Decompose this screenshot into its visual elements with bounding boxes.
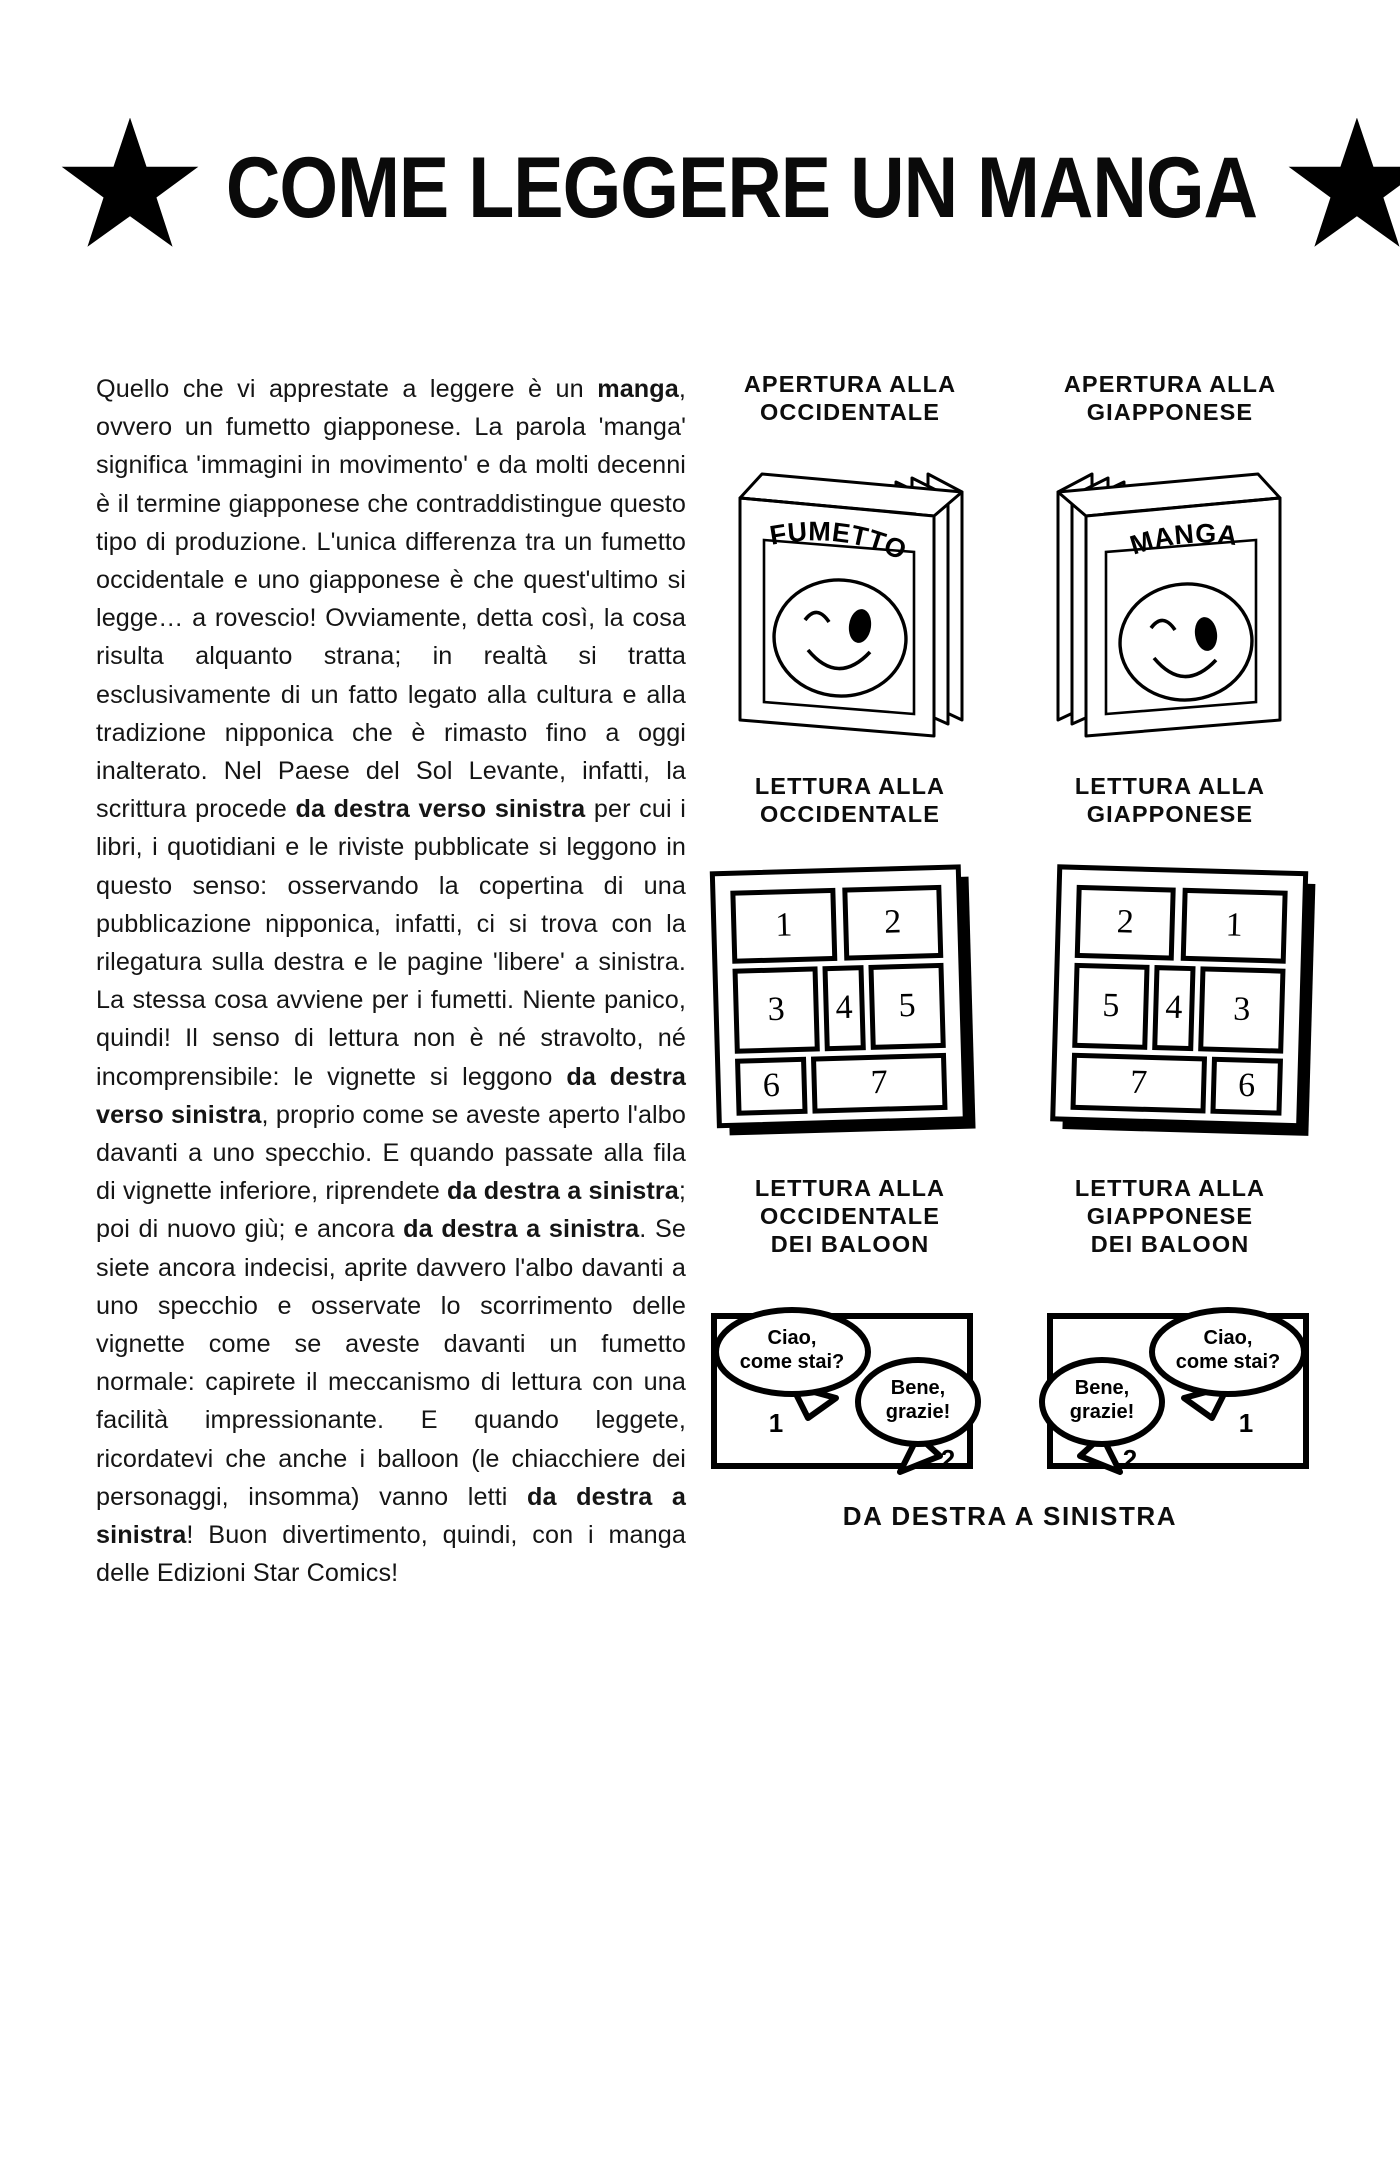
illustration-column	[700, 370, 1320, 1532]
emphasis: manga	[597, 375, 679, 403]
page-header	[60, 105, 1350, 270]
western-book-illustration	[700, 452, 1000, 742]
japanese-panel-page	[1020, 858, 1320, 1148]
balloon-line: come stai?	[1175, 1351, 1281, 1373]
lettura-occidentale-line1: LETTURA ALLA	[754, 773, 946, 799]
article-body	[96, 370, 686, 1593]
lettura-occidentale-line2: OCCIDENTALE	[759, 801, 941, 827]
lettura-occidentale-label	[700, 772, 1000, 828]
balloon-line: grazie!	[885, 1401, 951, 1423]
emphasis: da destra a sinistra	[403, 1215, 640, 1244]
baloon-giap-line3: DEI BALOON	[1090, 1231, 1250, 1257]
apertura-occidentale-line1: APERTURA ALLA	[743, 371, 957, 397]
balloon-order-illustration	[700, 1290, 1320, 1475]
balloon-order-number: 2	[1122, 1444, 1138, 1474]
balloon-line: Bene,	[1074, 1377, 1130, 1399]
lettura-giapponese-label	[1020, 772, 1320, 828]
lettura-giapponese-line1: LETTURA ALLA	[1074, 773, 1266, 799]
panel-number: 3	[1232, 990, 1251, 1029]
lettura-giapponese-line2: GIAPPONESE	[1086, 801, 1254, 827]
japanese-book-illustration	[1020, 452, 1320, 742]
balloon-line: Ciao,	[1203, 1327, 1253, 1349]
panel-number: 1	[1225, 906, 1244, 944]
balloon-line: Bene,	[890, 1377, 946, 1399]
panel-number: 6	[1237, 1066, 1256, 1105]
balloon-line: grazie!	[1069, 1401, 1135, 1423]
baloon-giapponese-label	[1020, 1174, 1320, 1258]
panel-number: 5	[1101, 986, 1120, 1025]
balloon-order-number: 2	[940, 1444, 956, 1474]
apertura-occidentale-label	[700, 370, 1000, 426]
apertura-giapponese-label	[1020, 370, 1320, 426]
article-paragraph: Quello che vi apprestate a leggere è un manga, ovvero un fumetto giapponese. La parola 'manga' significa 'immagini in movimento' e da molti decenni è il termine giapponese che contraddistingue questo tipo di produzione. L'unica differenza tra un fumetto occidentale e uno giapponese è che quest'ultimo si legge… a rovescio! Ovviamente, detta così, la cosa risulta alquanto strana; in realtà si tratta esclusivamente di un fatto legato alla cultura e alla tradizione nipponica che è rimasto fino a oggi inalterato. Nel Paese del Sol Levante, infatti, la scrittura procede da destra verso sinistra per cui i libri, i quotidiani e le riviste pubblicate si leggono in questo senso: osservando la copertina di una pubblicazione nipponica, infatti, ci si trova con la rilegatura sulla destra e le pagine 'libere' a sinistra. La stessa cosa avviene per i fumetti. Niente panico, quindi! Il senso di lettura non è né stravolto, né incomprensibile: le vignette si leggono da destra verso sinistra, proprio come se aveste aperto l'albo davanti a uno specchio. E quando passate alla fila di vignette inferiore, riprendete da destra a sinistra; poi di nuovo giù; e ancora da destra a sinistra. Se siete ancora indecisi, aprite davvero l'albo davanti a uno specchio e osservate lo scorrimento delle vignette come se aveste davanti un fumetto normale: capirete il meccanismo di lettura con una facilità impressionante. E quando leggete, ricordatevi che anche i balloon (le chiacchiere dei personaggi, insomma) vanno letti da destra a sinistra! Buon divertimento, quindi, con i manga delle Edizioni Star Comics!	[96, 375, 687, 1588]
panel-number: 7	[1129, 1063, 1148, 1102]
lettura-labels	[700, 772, 1320, 828]
apertura-giapponese-line2: GIAPPONESE	[1086, 399, 1254, 425]
baloon-labels	[700, 1174, 1320, 1258]
svg-text:FUMETTO: FUMETTO	[767, 516, 912, 566]
panel-number: 7	[870, 1063, 889, 1102]
svg-text:MANGA: MANGA	[1126, 518, 1240, 561]
panel-number: 6	[762, 1066, 781, 1105]
apertura-occidentale-line2: OCCIDENTALE	[759, 399, 941, 425]
baloon-giap-line2: GIAPPONESE	[1086, 1203, 1254, 1229]
panel-number: 1	[774, 906, 793, 944]
panel-number: 5	[898, 986, 917, 1025]
bottom-direction-label: DA DESTRA A SINISTRA	[842, 1501, 1178, 1531]
baloon-occ-line2: OCCIDENTALE	[759, 1203, 941, 1229]
japanese-balloon-panel	[1042, 1310, 1306, 1474]
book-illustrations	[700, 452, 1320, 742]
emphasis: da destra a sinistra	[447, 1177, 679, 1206]
panel-number: 2	[1116, 903, 1135, 941]
emphasis: da destra a sinistra	[96, 1482, 686, 1550]
page-title: COME LEGGERE UN MANGA	[225, 138, 1258, 236]
emphasis: da destra verso sinistra	[295, 795, 586, 824]
baloon-occidentale-label	[700, 1174, 1000, 1258]
baloon-giap-line1: LETTURA ALLA	[1074, 1175, 1266, 1201]
panel-number: 3	[767, 990, 786, 1029]
star-icon	[1287, 118, 1400, 258]
emphasis: da destra verso sinistra	[96, 1062, 686, 1129]
balloon-line: come stai?	[739, 1351, 845, 1373]
apertura-giapponese-line1: APERTURA ALLA	[1063, 371, 1277, 397]
balloon-order-number: 1	[1238, 1408, 1254, 1438]
panel-number: 4	[1164, 988, 1183, 1027]
balloon-order-number: 1	[768, 1408, 784, 1438]
western-panel-page	[700, 858, 1000, 1148]
balloon-line: Ciao,	[767, 1327, 817, 1349]
panel-number: 2	[883, 903, 902, 941]
baloon-occ-line1: LETTURA ALLA	[754, 1175, 946, 1201]
panel-number: 4	[835, 988, 854, 1027]
panel-order-illustrations	[700, 858, 1320, 1148]
star-icon	[60, 118, 200, 258]
western-balloon-panel	[714, 1310, 978, 1474]
apertura-labels	[700, 370, 1320, 426]
baloon-occ-line3: DEI BALOON	[770, 1231, 930, 1257]
